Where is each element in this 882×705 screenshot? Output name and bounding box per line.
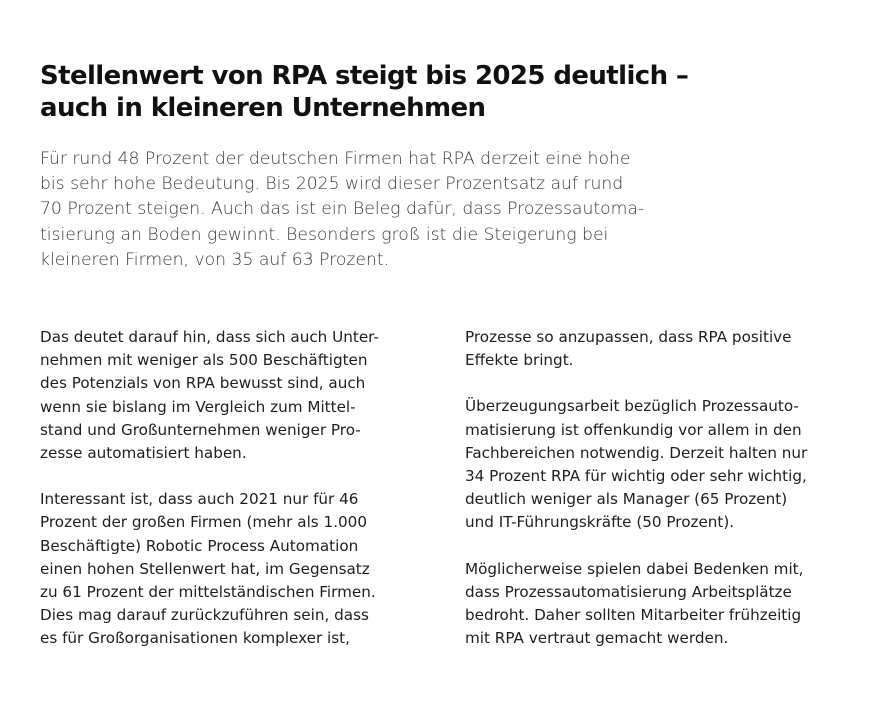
headline-line: auch in kleineren Unternehmen <box>40 93 486 123</box>
text-line: Beschäftigte) Robotic Process Automation <box>40 536 359 555</box>
text-line: einen hohen Stellenwert hat, im Gegensatz <box>40 559 370 578</box>
article-intro <box>40 147 720 273</box>
headline-line: Stellenwert von RPA steigt bis 2025 deutlich – <box>40 61 689 91</box>
text-line: Das deutet darauf hin, dass sich auch Unter- <box>40 328 379 346</box>
text-line: es für Großorganisationen komplexer ist, <box>40 629 350 648</box>
text-line: des Potenzials von RPA bewusst sind, auch <box>40 374 366 393</box>
text-line: zesse automatisiert haben. <box>40 444 247 463</box>
text-line: 34 Prozent RPA für wichtig oder sehr wichtig, <box>465 467 807 486</box>
text-line: Prozent der großen Firmen (mehr als 1.000 <box>40 513 368 532</box>
intro-line: bis sehr hohe Bedeutung. Bis 2025 wird dieser Prozentsatz auf rund <box>40 174 624 195</box>
right-paragraph-2 <box>465 395 865 534</box>
intro-line: tisierung an Boden gewinnt. Besonders groß ist die Steigerung bei <box>40 224 609 245</box>
text-line: und IT-Führungskräfte (50 Prozent). <box>465 513 735 532</box>
intro-line: Für rund 48 Prozent der deutschen Firmen hat RPA derzeit eine hohe <box>40 149 631 169</box>
right-paragraph-1 <box>465 326 865 372</box>
text-line: mit RPA vertraut gemacht werden. <box>465 629 729 648</box>
text-line: Möglicherweise spielen dabei Bedenken mit, <box>465 559 804 578</box>
left-paragraph-1 <box>40 326 430 465</box>
text-line: deutlich weniger als Manager (65 Prozent) <box>465 490 788 509</box>
left-column <box>40 326 430 674</box>
text-line: Interessant ist, dass auch 2021 nur für 46 <box>40 490 359 509</box>
right-paragraph-3 <box>465 558 865 651</box>
text-line: Prozesse so anzupassen, dass RPA positive <box>465 328 792 346</box>
left-paragraph-2 <box>40 488 430 650</box>
text-line: Überzeugungsarbeit bezüglich Prozessauto- <box>465 397 799 416</box>
text-line: zu 61 Prozent der mittelständischen Firmen. <box>40 583 376 602</box>
article-headline <box>40 60 840 124</box>
text-line: bedroht. Daher sollten Mitarbeiter frühzeitig <box>465 606 802 625</box>
right-column <box>465 326 865 673</box>
text-line: matisierung ist offenkundig vor allem in den <box>465 420 802 439</box>
text-line: Effekte bringt. <box>465 351 574 370</box>
text-line: stand und Großunternehmen weniger Pro- <box>40 420 361 439</box>
text-line: Fachbereichen notwendig. Derzeit halten nur <box>465 443 808 462</box>
text-line: nehmen mit weniger als 500 Beschäftigten <box>40 351 368 370</box>
intro-line: kleineren Firmen, von 35 auf 63 Prozent. <box>40 249 390 270</box>
text-line: dass Prozessautomatisierung Arbeitsplätze <box>465 582 792 601</box>
text-line: Dies mag darauf zurückzuführen sein, dass <box>40 606 369 625</box>
text-line: wenn sie bislang im Vergleich zum Mittel- <box>40 397 356 416</box>
intro-line: 70 Prozent steigen. Auch das ist ein Beleg dafür, dass Prozessautoma- <box>40 199 645 220</box>
